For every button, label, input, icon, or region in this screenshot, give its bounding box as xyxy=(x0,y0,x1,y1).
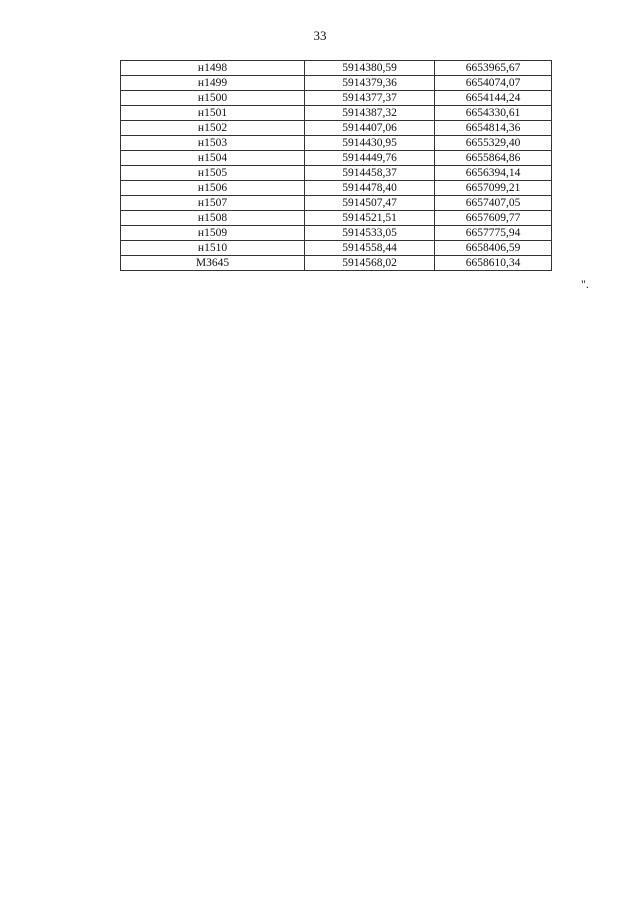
table-row xyxy=(121,121,552,136)
page-number: 33 xyxy=(313,28,327,43)
x-coordinate-cell: 5914449,76 xyxy=(305,151,435,166)
y-coordinate-cell: 6653965,67 xyxy=(435,61,552,76)
y-coordinate-cell: 6656394,14 xyxy=(435,166,552,181)
point-id-cell: н1502 xyxy=(121,121,305,136)
x-coordinate-cell: 5914533,05 xyxy=(305,226,435,241)
x-coordinate-cell: 5914478,40 xyxy=(305,181,435,196)
table-row xyxy=(121,91,552,106)
table-row xyxy=(121,61,552,76)
table-row xyxy=(121,76,552,91)
x-coordinate-cell: 5914558,44 xyxy=(305,241,435,256)
x-coordinate-cell: 5914507,47 xyxy=(305,196,435,211)
closing-quote-mark: ". xyxy=(581,277,589,291)
x-coordinate-cell: 5914387,32 xyxy=(305,106,435,121)
table-row xyxy=(121,166,552,181)
y-coordinate-cell: 6654814,36 xyxy=(435,121,552,136)
point-id-cell: н1498 xyxy=(121,61,305,76)
point-id-cell: н1500 xyxy=(121,91,305,106)
y-coordinate-cell: 6657099,21 xyxy=(435,181,552,196)
table-row xyxy=(121,181,552,196)
y-coordinate-cell: 6655864,86 xyxy=(435,151,552,166)
x-coordinate-cell: 5914430,95 xyxy=(305,136,435,151)
y-coordinate-cell: 6654144,24 xyxy=(435,91,552,106)
coordinates-table xyxy=(120,60,552,271)
table-row xyxy=(121,256,552,271)
x-coordinate-cell: 5914407,06 xyxy=(305,121,435,136)
x-coordinate-cell: 5914379,36 xyxy=(305,76,435,91)
table-row xyxy=(121,211,552,226)
point-id-cell: н1506 xyxy=(121,181,305,196)
y-coordinate-cell: 6654330,61 xyxy=(435,106,552,121)
point-id-cell: н1499 xyxy=(121,76,305,91)
point-id-cell: н1508 xyxy=(121,211,305,226)
table-row xyxy=(121,196,552,211)
point-id-cell: н1501 xyxy=(121,106,305,121)
table-row xyxy=(121,151,552,166)
y-coordinate-cell: 6657609,77 xyxy=(435,211,552,226)
y-coordinate-cell: 6655329,40 xyxy=(435,136,552,151)
y-coordinate-cell: 6657407,05 xyxy=(435,196,552,211)
table-row xyxy=(121,136,552,151)
point-id-cell: н1510 xyxy=(121,241,305,256)
x-coordinate-cell: 5914377,37 xyxy=(305,91,435,106)
point-id-cell: н1503 xyxy=(121,136,305,151)
point-id-cell: МЗ645 xyxy=(121,256,305,271)
x-coordinate-cell: 5914568,02 xyxy=(305,256,435,271)
x-coordinate-cell: 5914380,59 xyxy=(305,61,435,76)
point-id-cell: н1507 xyxy=(121,196,305,211)
point-id-cell: н1505 xyxy=(121,166,305,181)
x-coordinate-cell: 5914521,51 xyxy=(305,211,435,226)
point-id-cell: н1509 xyxy=(121,226,305,241)
y-coordinate-cell: 6654074,07 xyxy=(435,76,552,91)
coordinates-table-body xyxy=(121,61,552,271)
table-row xyxy=(121,241,552,256)
point-id-cell: н1504 xyxy=(121,151,305,166)
y-coordinate-cell: 6657775,94 xyxy=(435,226,552,241)
table-row xyxy=(121,226,552,241)
y-coordinate-cell: 6658610,34 xyxy=(435,256,552,271)
x-coordinate-cell: 5914458,37 xyxy=(305,166,435,181)
y-coordinate-cell: 6658406,59 xyxy=(435,241,552,256)
table-row xyxy=(121,106,552,121)
